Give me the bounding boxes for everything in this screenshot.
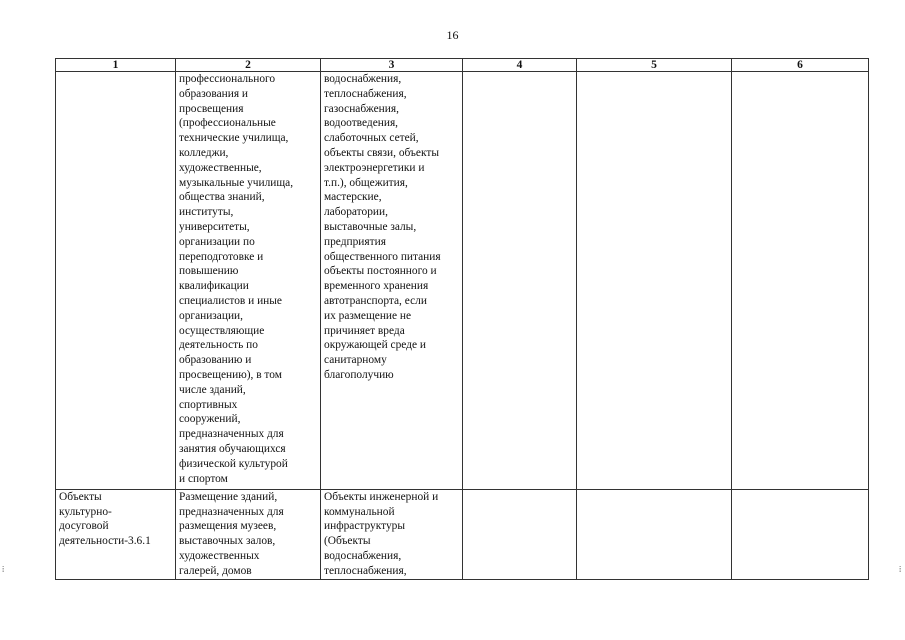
row1-col2-cell [176, 72, 321, 490]
header-row [56, 59, 869, 72]
cell-text: Объекты инженерной и коммунальной инфраструктуры (Объекты водоснабжения, теплоснабжения, [324, 490, 439, 577]
cell-text: водоснабжения, теплоснабжения, газоснабжения, водоотведения, слаботочных сетей, объекты связи, объекты электроэнергетики и т.п.), общежития, мастерские, лаборатории, выставочные залы, предприятия общественного питания объекты постоянного и временного хранения автотранспорта, если их размещение не причиняет вреда окружающей среде и санитарному благополучию [324, 73, 441, 381]
scan-edge-mark-left: ⁞ [2, 565, 5, 574]
row2-col1-cell [56, 489, 176, 579]
table-row [56, 489, 869, 579]
row1-col6-cell [732, 72, 869, 490]
header-col-3: 3 [321, 59, 463, 72]
header-col-5: 5 [577, 59, 732, 72]
table-row [56, 72, 869, 490]
row2-col6-cell [732, 489, 869, 579]
row1-col5-cell [577, 72, 732, 490]
row2-col5-cell [577, 489, 732, 579]
row1-col3-cell [321, 72, 463, 490]
page-number: 16 [446, 28, 459, 42]
row2-col2-cell [176, 489, 321, 579]
header-col-1: 1 [56, 59, 176, 72]
row1-col1-cell [56, 72, 176, 490]
cell-text: Объекты культурно- досуговой деятельности-3.6.1 [59, 490, 151, 548]
header-col-2: 2 [176, 59, 321, 72]
row2-col3-cell [321, 489, 463, 579]
regulations-table [55, 58, 869, 580]
scan-edge-mark-right: ⁞ [899, 565, 902, 574]
row1-col4-cell [463, 72, 577, 490]
cell-text: Размещение зданий, предназначенных для размещения музеев, выставочных залов, художественных галерей, домов [179, 490, 284, 577]
row2-col4-cell [463, 489, 577, 579]
cell-text: профессионального образования и просвещения (профессиональные технические училища, колледжи, художественные, музыкальные училища, общества знаний, институты, университеты, организации по переподготовке и повышению квалификации специалистов и иные организации, осуществляющие деятельность по образованию и просвещению), в том числе зданий, спортивных сооружений, предназначенных для занятия обучающихся физической культурой и спортом [179, 73, 294, 485]
header-col-4: 4 [463, 59, 577, 72]
header-col-6: 6 [732, 59, 869, 72]
